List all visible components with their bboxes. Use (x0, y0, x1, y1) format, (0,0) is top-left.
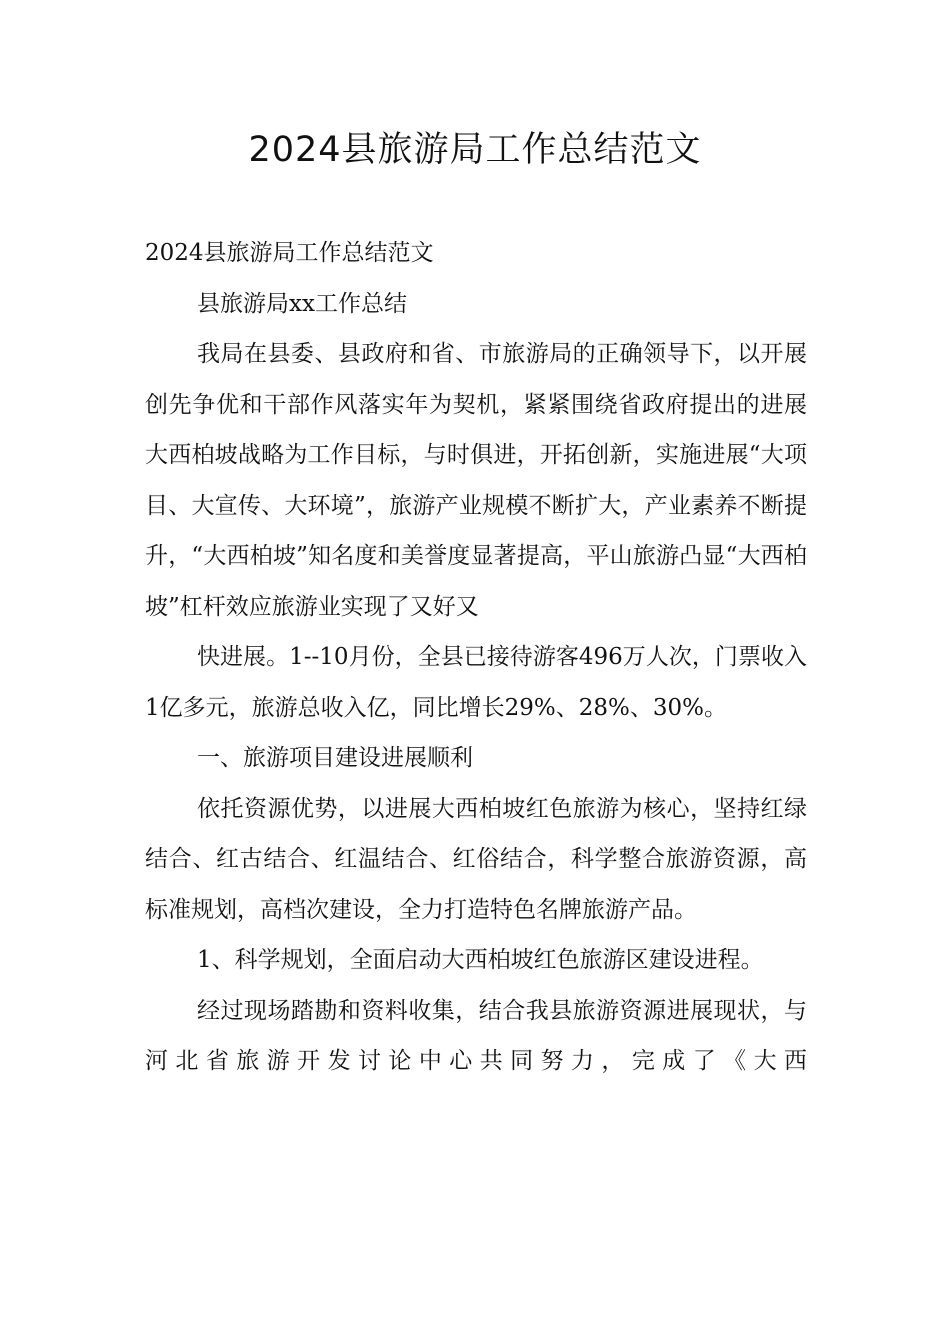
paragraph-heading: 2024县旅游局工作总结范文 (145, 240, 434, 266)
paragraph-section-1: 依托资源优势，以进展大西柏坡红色旅游为核心，坚持红绿结合、红古结合、红温结合、红俗结合，科学整合旅游资源，高标准规划，高档次建设，全力打造特色名牌旅游产品。 (145, 795, 807, 923)
paragraph-statistics: 快进展。1--10月份，全县已接待游客496万人次，门票收入1亿多元，旅游总收入亿，同比增长29%、28%、30%。 (145, 644, 807, 721)
subsection-heading-1: 1、科学规划，全面启动大西柏坡红色旅游区建设进程。 (197, 947, 764, 973)
document-body (145, 228, 807, 1087)
paragraph-intro: 我局在县委、县政府和省、市旅游局的正确领导下，以开展创先争优和干部作风落实年为契机，紧紧围绕省政府提出的进展大西柏坡战略为工作目标，与时俱进，开拓创新，实施进展“大项目、大宣传、大环境”，旅游产业规模不断扩大，产业素养不断提升，“大西柏坡”知名度和美誉度显著提高，平山旅游凸显“大西柏坡”杠杆效应旅游业实现了又好又 (145, 341, 807, 620)
section-heading-1: 一、旅游项目建设进展顺利 (197, 745, 473, 771)
paragraph-subsection-1: 经过现场踏勘和资料收集，结合我县旅游资源进展现状，与河北省旅游开发讨论中心共同努力，完成了《大西 (145, 997, 807, 1074)
document-title: 2024县旅游局工作总结范文 (248, 130, 702, 170)
paragraph-subtitle: 县旅游局xx工作总结 (197, 290, 407, 317)
